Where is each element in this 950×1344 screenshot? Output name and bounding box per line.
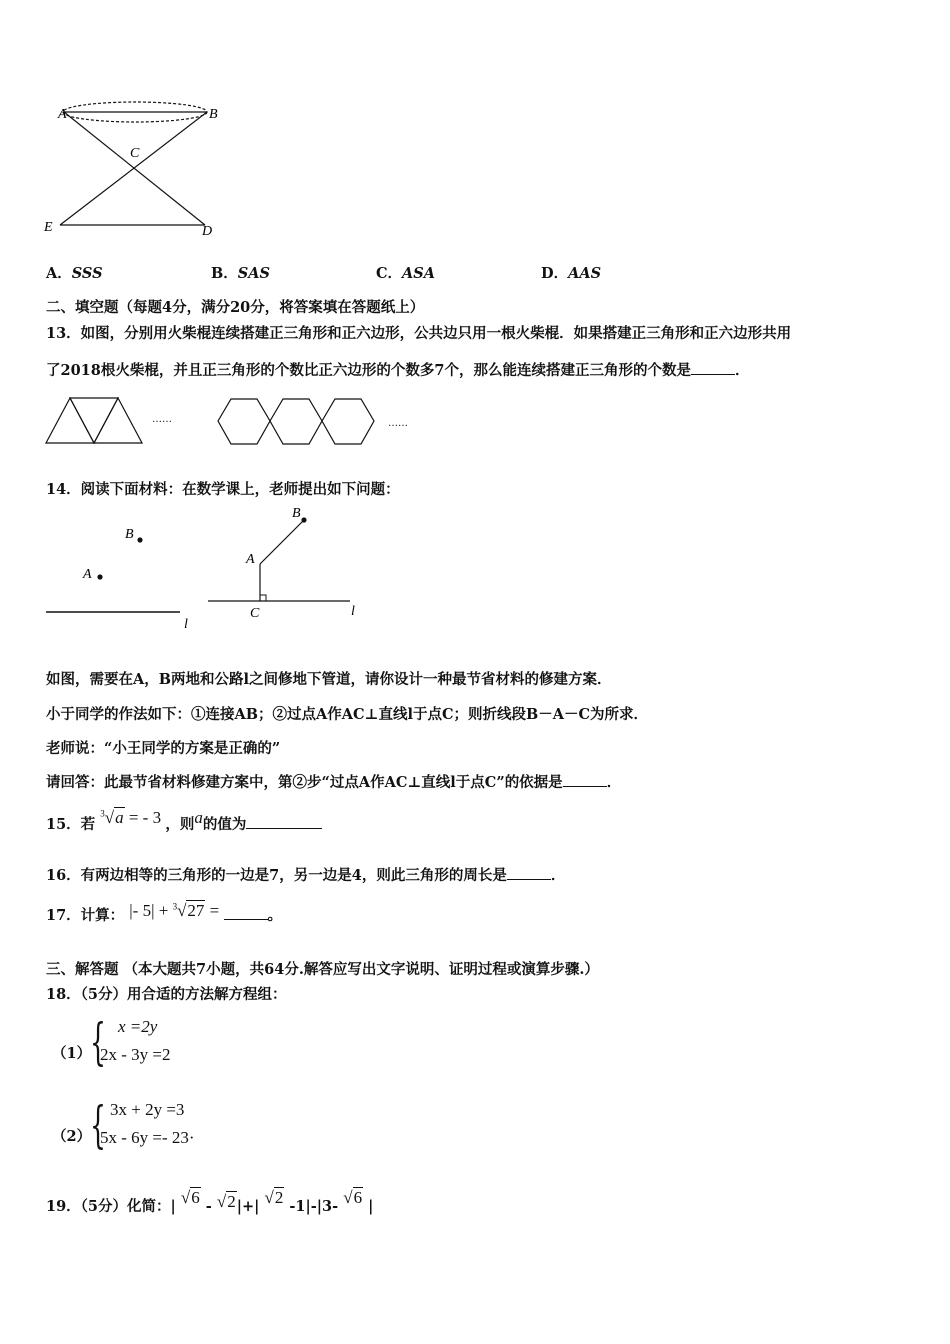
q19-sqrt2-a: √2 — [216, 1192, 236, 1211]
triangle-2 — [70, 398, 118, 443]
q13-hexagons-figure — [212, 392, 382, 452]
q19-sqrt6-a: √6 — [180, 1188, 200, 1207]
q13-answer-blank[interactable] — [691, 362, 735, 375]
q16-answer-blank[interactable] — [507, 867, 551, 880]
label-a: A — [58, 107, 67, 122]
hexagon-1 — [218, 399, 270, 444]
q14-figure-left — [40, 515, 200, 635]
label-d: D — [202, 224, 213, 239]
q13-dots-2: …… — [388, 418, 408, 429]
label-a-left: A — [83, 567, 92, 582]
q18-part1-label: （1） — [52, 1045, 92, 1062]
q14-p2: 小于同学的作法如下：①连接AB；②过点A作AC⊥直线l于点C；则折线段B－A－C为所求． — [46, 706, 649, 723]
q18-part2-label: （2） — [52, 1128, 92, 1145]
q12-figure — [40, 95, 230, 245]
label-a-right: A — [246, 552, 255, 567]
label-b-right: B — [292, 506, 301, 521]
q18-title: 18．（5分）用合适的方法解方程组： — [46, 986, 287, 1003]
q13-triangles-figure — [40, 392, 150, 448]
q15: 15．若 $^3$√a = - 3 ，则a的值为 — [46, 813, 322, 834]
q14-p3: 老师说：“小王同学的方案是正确的” — [46, 740, 281, 757]
q15-cube-root: $^3$√a = - 3 — [100, 808, 162, 827]
triangle-3 — [94, 398, 142, 443]
label-l-right: l — [351, 604, 355, 619]
q19-sqrt6-b: √6 — [343, 1188, 363, 1207]
label-b-left: B — [125, 527, 134, 542]
q18-part2-eq2: 5x - 6y =- 23· — [100, 1128, 195, 1147]
point-a-left — [97, 574, 102, 579]
hexagon-2 — [270, 399, 322, 444]
q19-sqrt2-b: √2 — [264, 1188, 284, 1207]
choice-c[interactable]: C．ASA — [376, 265, 436, 282]
label-e: E — [44, 220, 53, 235]
q18-part2-brace: { — [90, 1096, 106, 1154]
hexagon-3 — [322, 399, 374, 444]
q17-answer-blank[interactable] — [224, 907, 268, 920]
choice-a[interactable]: A．SSS — [46, 265, 103, 282]
q14-figure-right — [200, 500, 370, 625]
q14-intro: 14．阅读下面材料：在数学课上，老师提出如下问题： — [46, 481, 400, 498]
segment-ba — [260, 520, 304, 564]
label-c-right: C — [250, 606, 260, 621]
label-l-left: l — [184, 617, 188, 632]
q16: 16．有两边相等的三角形的一边是7，另一边是4，则此三角形的周长是 ． — [46, 867, 566, 884]
q17: 17．计算： |- 5| + $^3$√27 = 。 — [46, 901, 282, 924]
label-c: C — [130, 146, 140, 161]
section3-title: 三、解答题 （本大题共7小题，共64分.解答应写出文字说明、证明过程或演算步骤.） — [46, 961, 599, 978]
segment-be — [60, 112, 207, 225]
q13-line2: 了2018根火柴棍，并且正三角形的个数比正六边形的个数多7个，那么能连续搭建正三角形的个数是 ． — [46, 362, 750, 379]
q13-line1: 13．如图，分别用火柴棍连续搭建正三角形和正六边形，公共边只用一根火柴棍．如果搭建正三角形和正六边形共用 — [46, 325, 792, 342]
choice-b[interactable]: B．SAS — [211, 265, 270, 282]
q19: 19．（5分）化简：| √6 - √2|+| √2 -1|-|3- √6 | — [46, 1188, 374, 1215]
point-b-left — [137, 537, 142, 542]
section2-title: 二、填空题（每题4分，满分20分，将答案填在答题纸上） — [46, 299, 425, 316]
q15-answer-blank[interactable] — [246, 816, 322, 829]
segment-ad — [64, 112, 205, 225]
q18-part2-eq1: 3x + 2y =3 — [110, 1100, 185, 1119]
label-b: B — [209, 107, 218, 122]
q14-p1: 如图，需要在A，B两地和公路l之间修地下管道，请你设计一种最节省材料的修建方案． — [46, 671, 612, 688]
right-angle-mark — [260, 595, 266, 601]
choice-d[interactable]: D．AAS — [541, 265, 602, 282]
q18-part1-eq2: 2x - 3y =2 — [100, 1045, 171, 1064]
q17-expression: |- 5| + $^3$√27 = — [129, 901, 220, 920]
triangle-1 — [46, 398, 94, 443]
q18-part1-brace: { — [90, 1013, 106, 1071]
q18-part1-eq1: x =2y — [118, 1017, 158, 1036]
q14-p4: 请回答：此最节省材料修建方案中，第②步“过点A作AC⊥直线l于点C”的依据是 ． — [46, 774, 622, 791]
q13-dots-1: …… — [152, 414, 172, 425]
q14-answer-blank[interactable] — [563, 774, 607, 787]
